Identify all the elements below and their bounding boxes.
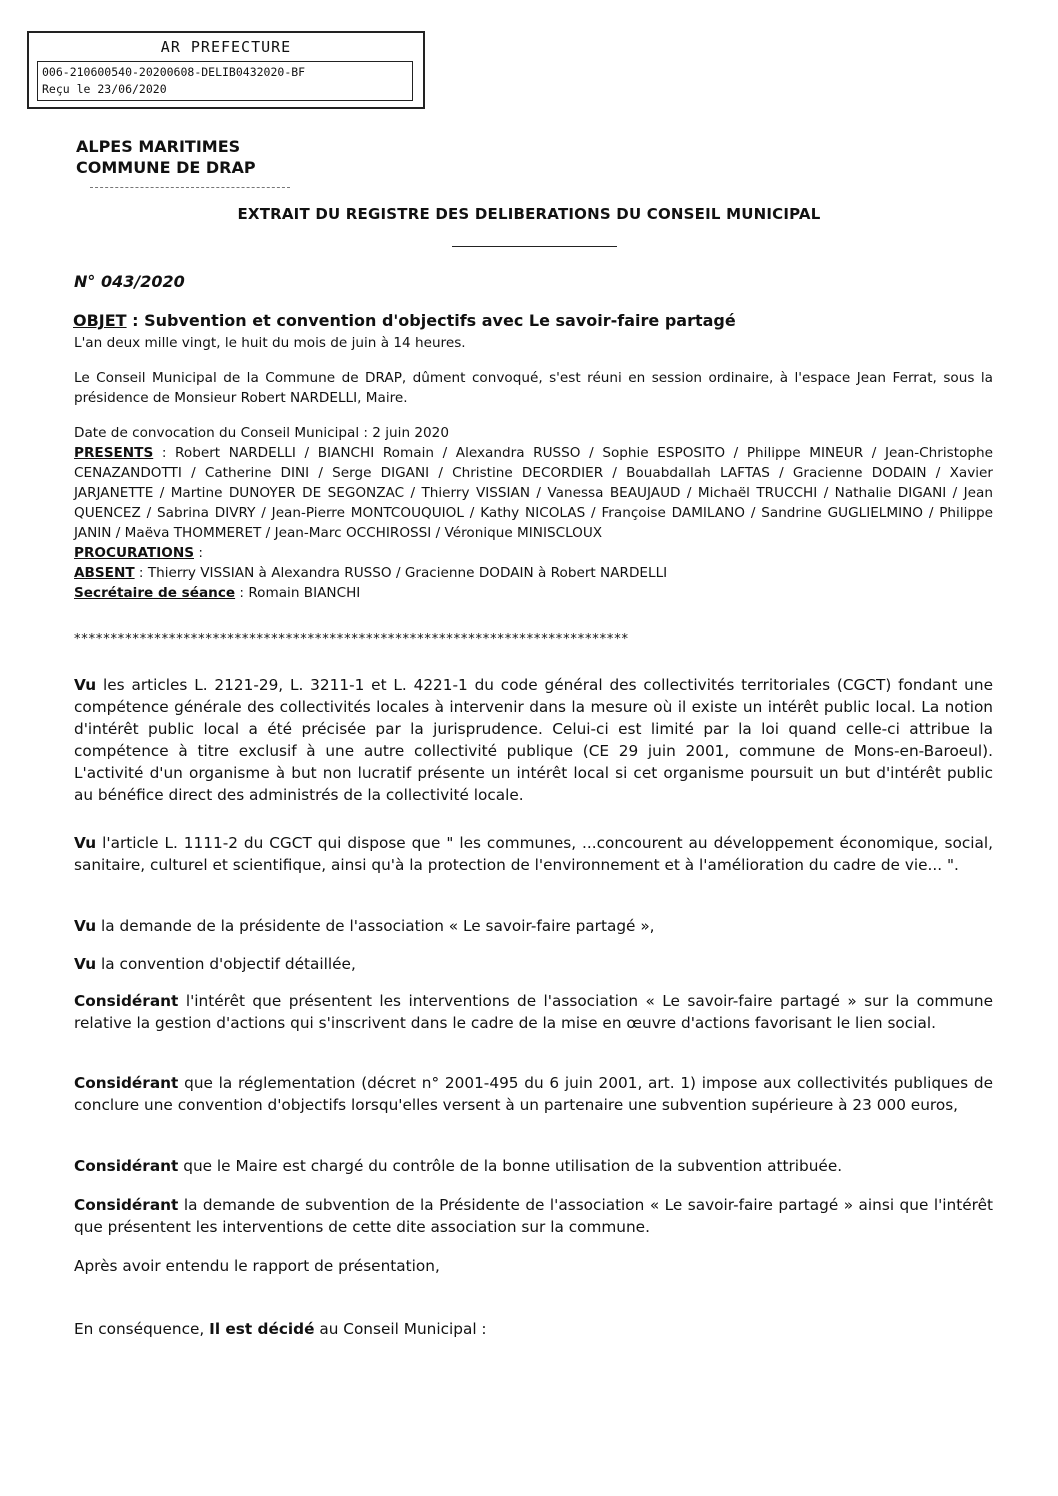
procurations-line <box>74 543 993 563</box>
absent-label: ABSENT <box>74 565 135 581</box>
paragraph-decision <box>74 1318 993 1340</box>
issuer-block <box>76 136 256 178</box>
paragraph-text: que le Maire est chargé du contrôle de la bonne utilisation de la subvention attribuée. <box>178 1157 843 1175</box>
paragraph-text: l'intérêt que présentent les interventions de l'association « Le savoir-faire partagé » sur la commune relative la gestion d'actions qui s'inscrivent dans le cadre de la mise en œuvre d'actions favorisant le lien social. <box>74 992 993 1032</box>
paragraph-text: la demande de subvention de la Présidente de l'association « Le savoir-faire partagé » ainsi que l'intérêt que présentent les interventions de cette dite association sur la commune. <box>74 1196 993 1236</box>
secretary-line <box>74 583 993 603</box>
paragraph-vu-article-l1111 <box>74 832 993 876</box>
procurations-label: PROCURATIONS <box>74 545 194 561</box>
prefecture-stamp <box>27 31 425 109</box>
considerant-label: Considérant <box>74 992 179 1010</box>
paragraph-text: la demande de la présidente de l'association « Le savoir-faire partagé », <box>96 917 655 935</box>
secretary-name: : Romain BIANCHI <box>235 585 361 601</box>
paragraph-considerant-reglementation <box>74 1072 993 1116</box>
header-divider <box>90 187 290 188</box>
absent-text: : Thierry VISSIAN à Alexandra RUSSO / Gracienne DODAIN à Robert NARDELLI <box>134 565 668 581</box>
paragraph-vu-convention <box>74 953 993 975</box>
decision-bold: Il est décidé <box>209 1320 315 1338</box>
stamp-reference: 006-210600540-20200608-DELIB0432020-BF <box>42 65 306 79</box>
objet-text: : Subvention et convention d'objectifs avec Le savoir-faire partagé <box>126 311 736 330</box>
paragraph-text: que la réglementation (décret n° 2001-495 du 6 juin 2001, art. 1) impose aux collectivités publiques de conclure une convention d'objectifs lorsqu'elles versent à un partenaire une subvention supérieure à 23 000 euros, <box>74 1074 993 1114</box>
council-session: Le Conseil Municipal de la Commune de DRAP, dûment convoqué, s'est réuni en session ordinaire, à l'espace Jean Ferrat, sous la présidence de Monsieur Robert NARDELLI, Maire. <box>74 370 993 406</box>
decision-tail: au Conseil Municipal : <box>314 1320 487 1338</box>
session-date: L'an deux mille vingt, le huit du mois de juin à 14 heures. <box>74 335 466 351</box>
convocation-date: Date de convocation du Conseil Municipal : 2 juin 2020 <box>74 425 449 441</box>
objet-line <box>73 311 736 330</box>
presents-line <box>74 443 993 543</box>
paragraph-rapport: Après avoir entendu le rapport de présentation, <box>74 1257 440 1275</box>
paragraph-considerant-demande <box>74 1194 993 1238</box>
paragraph-vu-articles <box>74 674 993 806</box>
commune-name: COMMUNE DE DRAP <box>76 158 256 177</box>
procurations-text: : <box>194 545 203 561</box>
objet-label: OBJET <box>73 311 127 330</box>
department-name: ALPES MARITIMES <box>76 137 241 156</box>
secretary-label: Secrétaire de séance <box>74 585 236 601</box>
separator-stars: **************************************************************************** <box>74 632 629 647</box>
stamp-title: AR PREFECTURE <box>160 38 292 56</box>
paragraph-text: les articles L. 2121-29, L. 3211-1 et L. 4221-1 du code général des collectivités territoriales (CGCT) fondant une compétence générale des collectivités locales à intervenir dans la mesure où il existe un intérêt public local. La notion d'intérêt public local a été précisée par la jurisprudence. Celui-ci est limité par la loi quand celle-ci attribue la compétence à titre exclusif à une autre collectivité publique (CE 29 juin 2001, commune de Mons-en-Baroeul). L'activité d'un organisme à but non lucratif présente un intérêt local si cet organisme poursuit un but d'intérêt public au bénéfice direct des administrés de la collectivité locale. <box>74 676 993 804</box>
stamp-received-date: Reçu le 23/06/2020 <box>42 82 167 96</box>
paragraph-considerant-interet <box>74 990 993 1034</box>
decision-lead: En conséquence, <box>74 1320 210 1338</box>
vu-label: Vu <box>74 676 97 694</box>
stamp-reference-box <box>37 61 413 101</box>
title-underline <box>452 246 617 247</box>
paragraph-text: la convention d'objectif détaillée, <box>96 955 356 973</box>
considerant-label: Considérant <box>74 1074 179 1092</box>
considerant-label: Considérant <box>74 1196 179 1214</box>
considerant-label: Considérant <box>74 1157 179 1175</box>
absent-line <box>74 563 993 583</box>
document-title: EXTRAIT DU REGISTRE DES DELIBERATIONS DU CONSEIL MUNICIPAL <box>237 205 821 223</box>
deliberation-number: N° 043/2020 <box>74 272 185 291</box>
attendance-block <box>74 423 993 603</box>
paragraph-considerant-maire <box>74 1155 993 1177</box>
paragraph-vu-demande <box>74 915 993 937</box>
vu-label: Vu <box>74 834 97 852</box>
presents-label: PRESENTS <box>74 445 154 461</box>
vu-label: Vu <box>74 955 97 973</box>
presents-list: : Robert NARDELLI / BIANCHI Romain / Alexandra RUSSO / Sophie ESPOSITO / Philippe MINEUR / Jean-Christophe CENAZANDOTTI / Catherine DINI / Serge DIGANI / Christine DECORDIER / Bouabdallah LAFTAS / Gracienne DODAIN / Xavier JARJANETTE / Martine DUNOYER DE SEGONZAC / Thierry VISSIAN / Vanessa BEAUJAUD / Michaël TRUCCHI / Nathalie DIGANI / Jean QUENCEZ / Sabrina DIVRY / Jean-Pierre MONTCOUQUIOL / Kathy NICOLAS / Françoise DAMILANO / Sandrine GUGLIELMINO / Philippe JANIN / Maëva THOMMERET / Jean-Marc OCCHIROSSI / Véronique MINISCLOUX <box>74 445 993 541</box>
vu-label: Vu <box>74 917 97 935</box>
paragraph-text: l'article L. 1111-2 du CGCT qui dispose que " les communes, ...concourent au développement économique, social, sanitaire, culturel et scientifique, ainsi qu'à la protection de l'environnement et à l'amélioration du cadre de vie... ". <box>74 834 993 874</box>
